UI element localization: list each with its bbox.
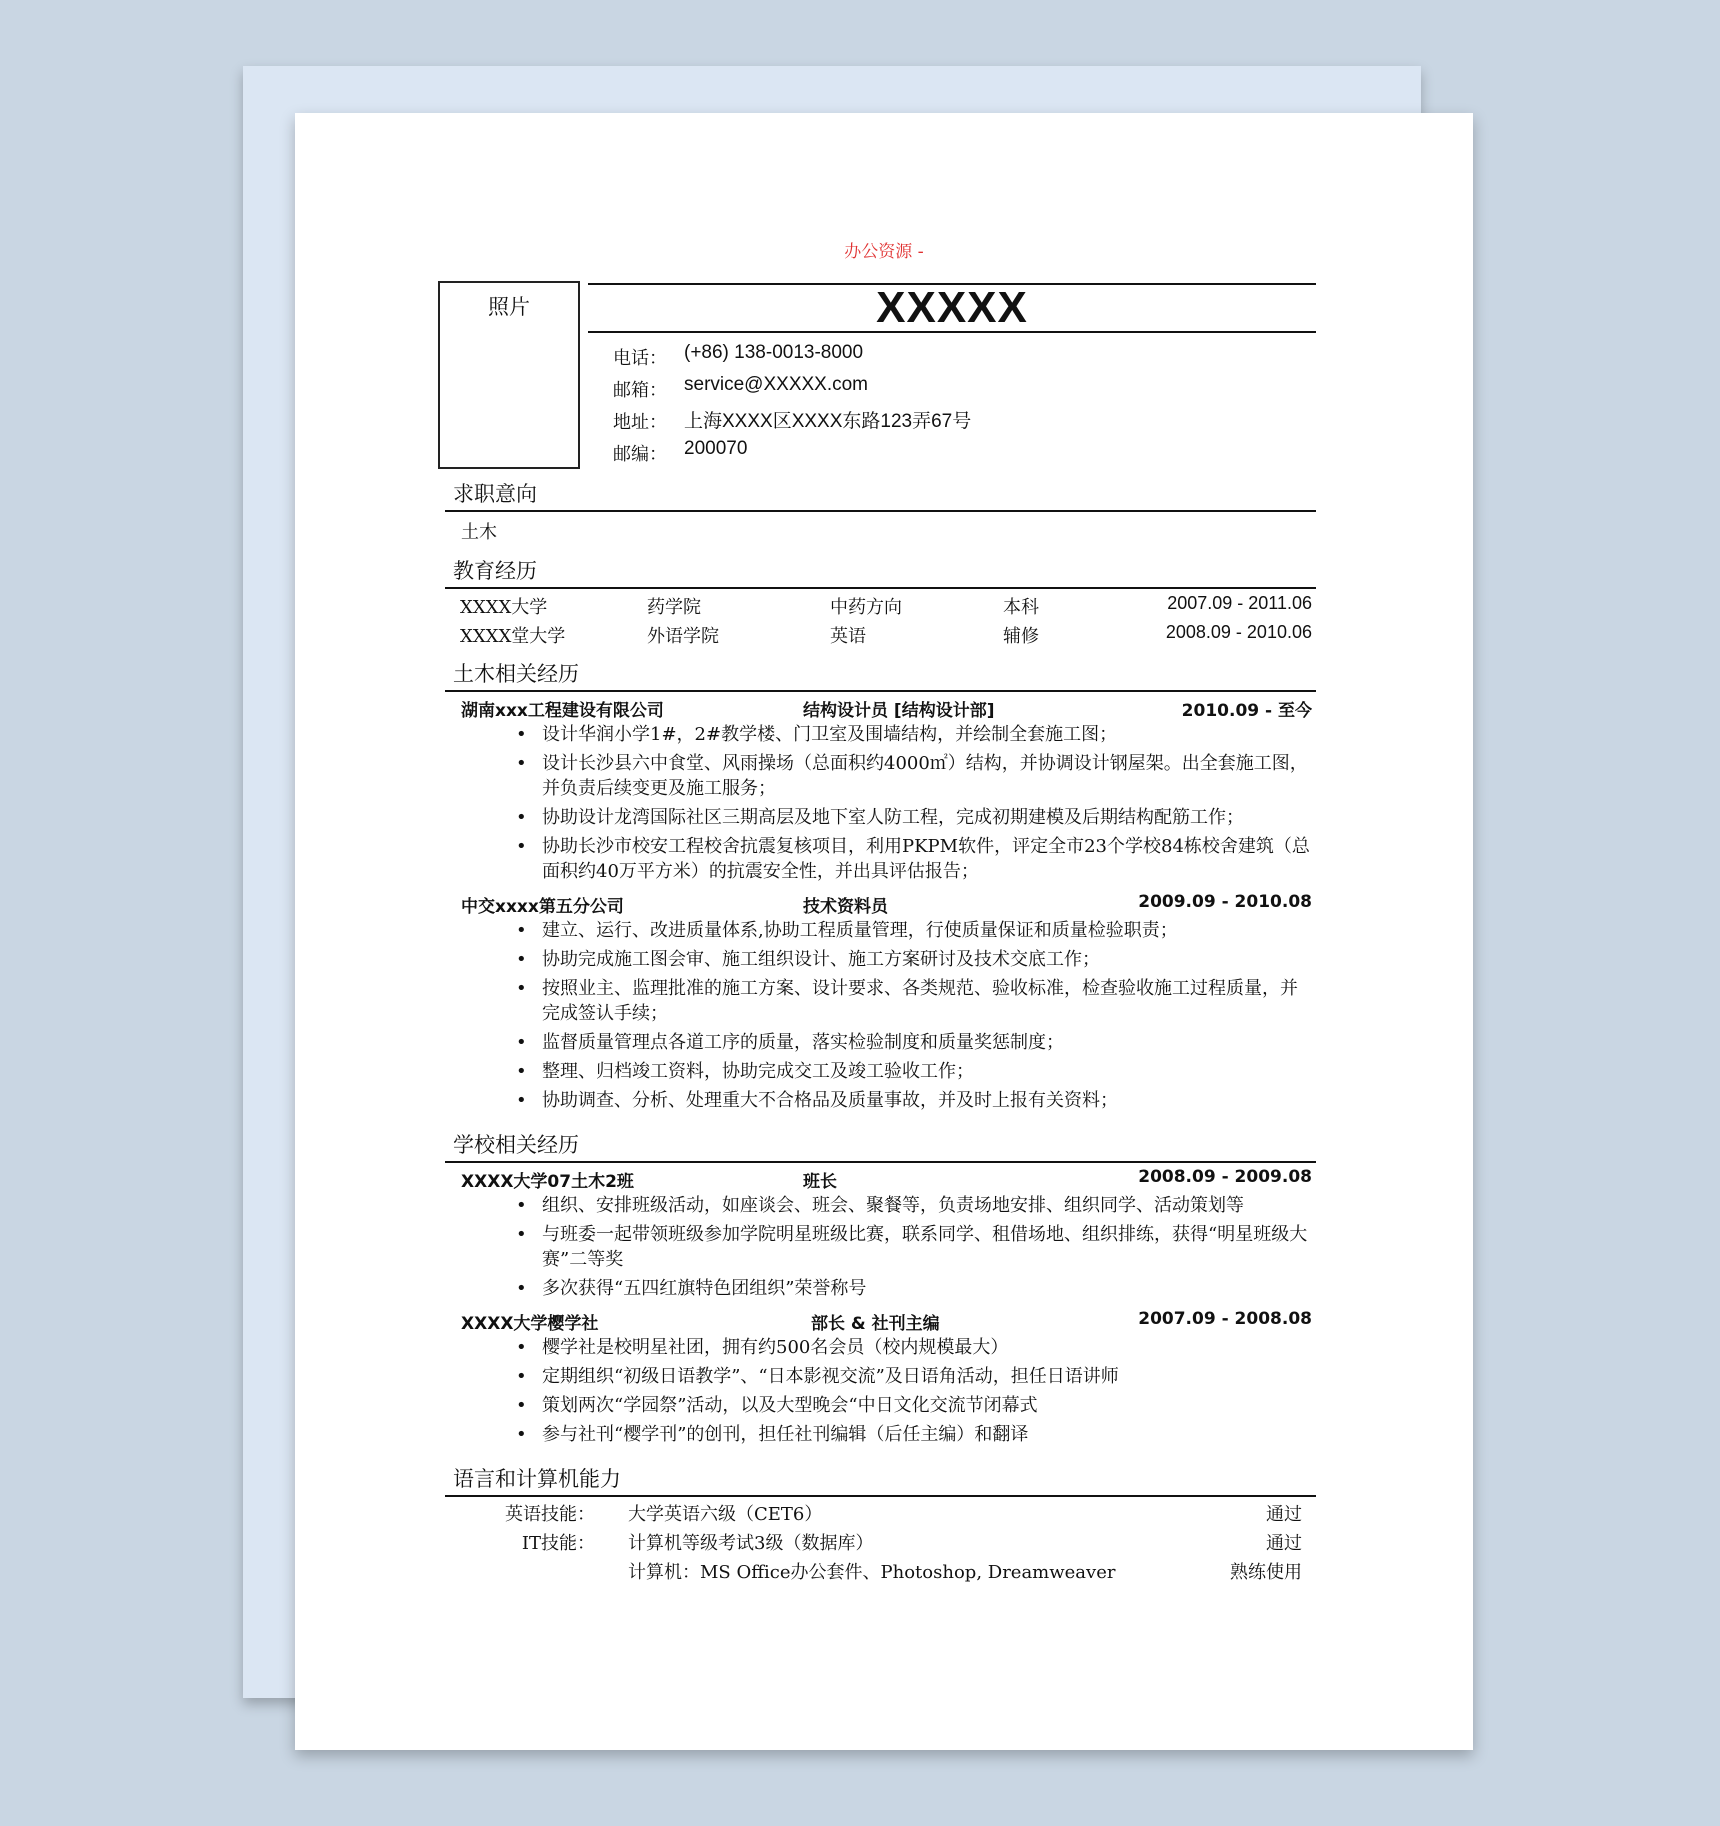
edu-school: XXXX大学 [460,597,548,618]
bullet-dot: • [516,920,527,941]
bullet-dot: • [516,978,527,999]
bullet-dot: • [516,836,527,857]
objective-value: 土木 [461,522,497,543]
edu-major: 英语 [830,626,866,647]
school-rule [445,1161,1316,1163]
skill-status: 熟练使用 [1230,1562,1302,1583]
edu-major: 中药方向 [830,597,902,618]
school-bullet: 樱学社是校明星社团，拥有约500名会员（校内规模最大） [542,1337,1009,1358]
objective-rule [445,510,1316,512]
school-period: 2008.09 - 2009.08 [1138,1167,1312,1187]
photo-label: 照片 [488,295,530,319]
job-bullet: 监督质量管理点各道工序的质量，落实检验制度和质量奖惩制度； [542,1032,1064,1053]
bullet-dot: • [516,1090,527,1111]
job-bullet: 协助长沙市校安工程校舍抗震复核项目，利用PKPM软件，评定全市23个学校84栋校舍建筑（总面积约40万平方米）的抗震安全性，并出具评估报告； [542,836,1310,882]
bullet-dot: • [516,949,527,970]
postcode-label: 邮编： [613,444,667,465]
skill-label: IT技能： [521,1533,595,1554]
watermark: 办公资源 - [844,242,924,262]
bullet-dot: • [516,1366,527,1387]
address-value: 上海XXXX区XXXX东路123弄67号 [684,411,972,432]
photo-placeholder [438,281,580,469]
bullet-dot: • [516,1032,527,1053]
job-bullet: 设计长沙县六中食堂、风雨操场（总面积约4000㎡）结构，并协调设计钢屋架。出全套施工图，并负责后续变更及施工服务； [542,753,1308,799]
school-role: 部长 & 社刊主编 [811,1314,940,1334]
skill-value: 大学英语六级（CET6） [628,1504,823,1525]
education-rule [445,587,1316,589]
job-bullet: 协助完成施工图会审、施工组织设计、施工方案研讨及技术交底工作； [542,949,1100,970]
school-bullet: 参与社刊“樱学刊”的创刊，担任社刊编辑（后任主编）和翻译 [542,1424,1029,1445]
school-org: XXXX大学07土木2班 [461,1172,634,1192]
edu-school: XXXX堂大学 [460,626,566,647]
skill-status: 通过 [1266,1504,1302,1525]
edu-period: 2007.09 - 2011.06 [1167,593,1312,613]
school-title: 学校相关经历 [453,1133,579,1157]
skills-rule [445,1495,1316,1497]
address-label: 地址： [613,412,667,433]
skill-label: 英语技能： [505,1504,595,1525]
job-bullet: 建立、运行、改进质量体系,协助工程质量管理，行使质量保证和质量检验职责； [542,920,1178,941]
school-bullet: 策划两次“学园祭”活动，以及大型晚会“中日文化交流节闭幕式 [542,1395,1038,1416]
name-bottom-rule [588,331,1316,333]
school-bullet: 与班委一起带领班级参加学院明星班级比赛，联系同学、租借场地、组织排练，获得“明星班级大赛”二等奖 [542,1224,1308,1270]
school-bullet: 组织、安排班级活动，如座谈会、班会、聚餐等，负责场地安排、组织同学、活动策划等 [542,1195,1244,1216]
bullet-dot: • [516,1424,527,1445]
job-bullet: 按照业主、监理批准的施工方案、设计要求、各类规范、验收标准，检查验收施工过程质量，并完成签认手续； [542,978,1298,1024]
job-bullet: 设计华润小学1#，2#教学楼、门卫室及围墙结构，并绘制全套施工图； [542,724,1118,745]
job-company: 中交xxxx第五分公司 [461,897,624,917]
job-bullet: 整理、归档竣工资料，协助完成交工及竣工验收工作； [542,1061,974,1082]
candidate-name: XXXXX [876,283,1028,332]
job-role: 结构设计员 [结构设计部] [803,701,995,721]
job-company: 湖南xxx工程建设有限公司 [461,701,664,721]
resume-page [295,113,1473,1750]
edu-degree: 辅修 [1003,626,1039,647]
school-org: XXXX大学樱学社 [461,1314,599,1334]
email-label: 邮箱： [613,380,667,401]
bullet-dot: • [516,1278,527,1299]
bullet-dot: • [516,1224,527,1245]
postcode-value: 200070 [684,438,748,459]
objective-title: 求职意向 [453,482,537,506]
job-bullet: 协助调查、分析、处理重大不合格品及质量事故，并及时上报有关资料； [542,1090,1118,1111]
school-bullet: 多次获得“五四红旗特色团组织”荣誉称号 [542,1278,867,1299]
school-period: 2007.09 - 2008.08 [1138,1309,1312,1329]
work-rule [445,690,1316,692]
skill-status: 通过 [1266,1533,1302,1554]
bullet-dot: • [516,1061,527,1082]
bullet-dot: • [516,724,527,745]
skill-value: 计算机等级考试3级（数据库） [628,1533,874,1554]
school-bullet: 定期组织“初级日语教学”、“日本影视交流”及日语角活动，担任日语讲师 [542,1366,1119,1387]
bullet-dot: • [516,1395,527,1416]
skill-value: 计算机：MS Office办公套件、Photoshop, Dreamweaver [628,1562,1116,1583]
edu-degree: 本科 [1003,597,1039,618]
email-value: service@XXXXX.com [684,374,869,395]
phone-value: (+86) 138-0013-8000 [684,342,864,363]
job-bullet: 协助设计龙湾国际社区三期高层及地下室人防工程，完成初期建模及后期结构配筋工作； [542,807,1244,828]
phone-label: 电话： [613,348,667,369]
school-role: 班长 [803,1172,837,1192]
job-period: 2010.09 - 至今 [1181,701,1312,721]
edu-college: 药学院 [647,597,701,618]
job-role: 技术资料员 [803,897,888,917]
work-title: 土木相关经历 [453,662,579,686]
edu-period: 2008.09 - 2010.06 [1165,622,1312,642]
skills-title: 语言和计算机能力 [453,1467,621,1491]
edu-college: 外语学院 [647,626,719,647]
job-period: 2009.09 - 2010.08 [1138,892,1312,912]
bullet-dot: • [516,753,527,774]
bullet-dot: • [516,1337,527,1358]
bullet-dot: • [516,807,527,828]
education-title: 教育经历 [453,559,537,583]
bullet-dot: • [516,1195,527,1216]
